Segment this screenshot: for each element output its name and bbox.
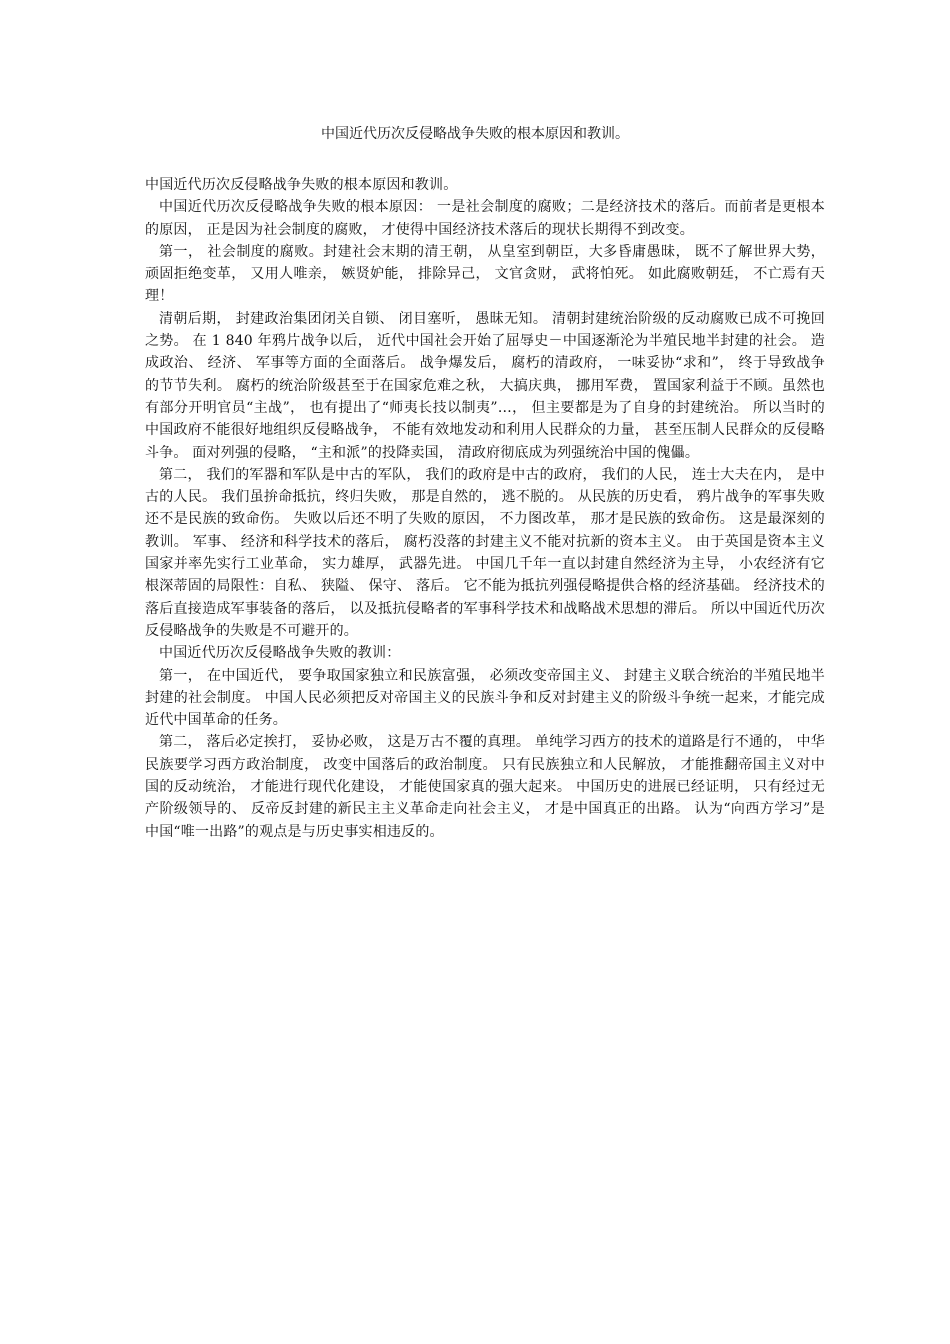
- paragraph-second-cause: 第二， 我们的军器和军队是中古的军队， 我们的政府是中古的政府， 我们的人民， 连士大夫在内， 是中古的人民。 我们虽拚命抵抗，终归失败， 那是自然的， 逃不脱的。 从民族的历史看， 鸦片战争的军事失败还不是民族的致命伤。 失败以后还不明了失败的原因， 不力图改革， 那才是民族的致命伤。 这是最深刻的教训。 军事、 经济和科学技术的落后， 腐朽没落的封建主义不能对抗新的资本主义。 由于英国是资本主义国家并率先实行工业革命， 实力雄厚， 武器先进。 中国几千年一直以封建自然经济为主导， 小农经济有它根深蒂固的局限性：自私、 狭隘、 保守、 落后。 它不能为抵抗列强侵略提供合格的经济基础。 经济技术的落后直接造成军事装备的落后， 以及抵抗侵略者的军事科学技术和战略战术思想的滞后。 所以中国近代历次反侵略战争的失败是不可避开的。: [145, 466, 825, 639]
- paragraph-first-cause: 第一， 社会制度的腐败。封建社会末期的清王朝， 从皇室到朝臣，大多昏庸愚昧， 既不了解世界大势， 顽固拒绝变革， 又用人唯亲， 嫉贤妒能， 排除异己， 文官贪财， 武将怕死。 如此腐败朝廷， 不亡焉有天理！: [145, 243, 825, 305]
- heading-line: 中国近代历次反侵略战争失败的根本原因和教训。: [145, 177, 458, 193]
- paragraph-root-causes: 中国近代历次反侵略战争失败的根本原因： 一是社会制度的腐败；二是经济技术的落后。而前者是更根本的原因， 正是因为社会制度的腐败， 才使得中国经济技术落后的现状长期得不到改变。: [145, 199, 825, 238]
- document-body: [145, 174, 825, 843]
- paragraph-late-qing: 清朝后期， 封建政治集团闭关自锁、 闭目塞听， 愚昧无知。 清朝封建统治阶级的反动腐败已成不可挽回之势。 在 1 840 年鸦片战争以后， 近代中国社会开始了屈辱史－中国逐渐沦为半殖民地半封建的社会。 造成政治、 经济、 军事等方面的全面落后。 战争爆发后， 腐朽的清政府， 一味妥协“求和”， 终于导致战争的节节失利。 腐朽的统治阶级甚至于在国家危难之秋， 大搞庆典， 挪用军费， 置国家利益于不顾。虽然也有部分开明官员“主战”， 也有提出了“师夷长技以制夷”…， 但主要都是为了自身的封建统治。 所以当时的中国政府不能很好地组织反侵略战争， 不能有效地发动和利用人民群众的力量， 甚至压制人民群众的反侵略斗争。 面对列强的侵略， “主和派”的投降卖国， 清政府彻底成为列强统治中国的傀儡。: [145, 310, 825, 461]
- paragraph-lesson-one: 第一， 在中国近代， 要争取国家独立和民族富强， 必须改变帝国主义、 封建主义联合统治的半殖民地半封建的社会制度。 中国人民必须把反对帝国主义的民族斗争和反对封建主义的阶级斗争统一起来，才能完成近代中国革命的任务。: [145, 667, 825, 729]
- lessons-heading: 中国近代历次反侵略战争失败的教训：: [159, 645, 401, 662]
- document-title: 中国近代历次反侵略战争失败的根本原因和教训。: [321, 126, 629, 142]
- paragraph-lesson-two: 第二， 落后必定挨打， 妥协必败， 这是万古不覆的真理。 单纯学习西方的技术的道路是行不通的， 中华民族要学习西方政治制度， 改变中国落后的政治制度。 只有民族独立和人民解放， 才能推翻帝国主义对中国的反动统治， 才能进行现代化建设， 才能使国家真的强大起来。 中国历史的进展已经证明， 只有经过无产阶级领导的、 反帝反封建的新民主主义革命走向社会主义， 才是中国真正的出路。 认为“向西方学习”是中国“唯一出路”的观点是与历史事实相违反的。: [145, 734, 825, 840]
